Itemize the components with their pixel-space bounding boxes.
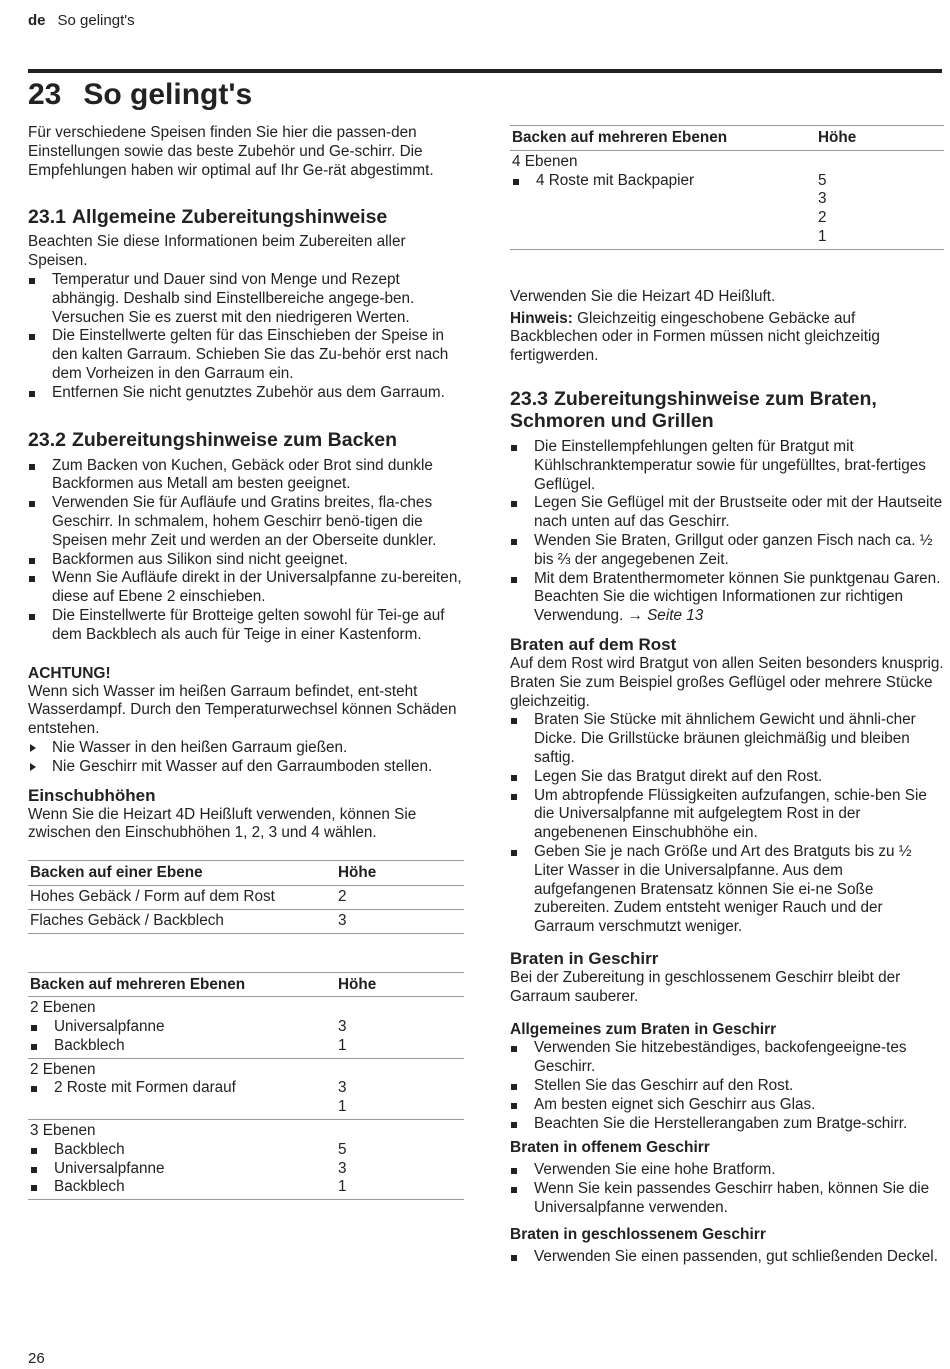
- warning-step: Nie Geschirr mit Wasser auf den Garraumboden stellen.: [28, 758, 464, 777]
- accessory-item: Universalpfanne: [30, 1018, 334, 1037]
- table-cell: [336, 997, 464, 1058]
- list-item: Verwenden Sie eine hohe Bratform.: [510, 1161, 944, 1180]
- table-cell: Flaches Gebäck / Backblech: [28, 909, 336, 933]
- table-row: [28, 997, 464, 1058]
- page-number: 26: [28, 1350, 45, 1367]
- height-value: 5: [338, 1140, 347, 1158]
- open-geschirr-list: [510, 1161, 944, 1217]
- table-row: [28, 1058, 464, 1119]
- section-23-2-title: [28, 429, 464, 451]
- list-item: Legen Sie das Bratgut direkt auf den Rost.: [510, 768, 944, 787]
- hint-text: Gleichzeitig eingeschobene Gebäcke auf Backblechen oder in Formen müssen nicht gleichzeitig fertigwerden.: [510, 309, 880, 365]
- list-item: Backformen aus Silikon sind nicht geeignet.: [28, 551, 464, 570]
- table-cell: [28, 997, 336, 1058]
- warning-step: Nie Wasser in den heißen Garraum gießen.: [28, 739, 464, 758]
- einschub-text: Wenn Sie die Heizart 4D Heißluft verwenden, können Sie zwischen den Einschubhöhen 1, 2, 3 und 4 wählen.: [28, 805, 417, 842]
- level-label: 2 Ebenen: [30, 1060, 96, 1078]
- warning-title: ACHTUNG!: [28, 664, 111, 682]
- table-cell: [28, 1058, 336, 1119]
- list-item: Zum Backen von Kuchen, Gebäck oder Brot sind dunkle Backformen aus Metall am besten geeignet.: [28, 457, 464, 495]
- table-row: [28, 1120, 464, 1200]
- section-number: 23.1: [28, 206, 66, 229]
- chapter-title-text: So gelingt's: [83, 78, 253, 111]
- list-item: Am besten eignet sich Geschirr aus Glas.: [510, 1096, 944, 1115]
- section-23-2-list: [28, 457, 464, 645]
- section-23-1-list: [28, 271, 464, 403]
- running-header: [28, 12, 135, 31]
- section-23-1-title: [28, 206, 464, 228]
- table-cell: 3: [336, 909, 464, 933]
- height-value: 3: [338, 1159, 347, 1177]
- table-header-row: [28, 972, 464, 997]
- accessory-item: 2 Roste mit Formen darauf: [30, 1079, 334, 1098]
- warning-text: Wenn sich Wasser im heißen Garraum befindet, ent-steht Wasserdampf. Durch den Temperaturwechsel können Schäden entstehen.: [28, 682, 457, 738]
- hint-label: Hinweis:: [510, 309, 573, 327]
- table-header-row: [510, 126, 944, 151]
- closed-geschirr-title: Braten in geschlossenem Geschirr: [510, 1225, 766, 1243]
- list-item: Um abtropfende Flüssigkeiten aufzufangen, schie-ben Sie die Universalpfanne mit aufgelegtem Rost in der angebenenen Einschubhöhe ein.: [510, 787, 944, 843]
- list-item: Braten Sie Stücke mit ähnlichem Gewicht und ähnli-cher Dicke. Die Grillstücke bräunen gleichmäßig und bleiben saftig.: [510, 711, 944, 767]
- section-title-text: Zubereitungshinweise zum Braten,: [553, 387, 877, 410]
- height-value: 1: [338, 1036, 347, 1054]
- list-item: Verwenden Sie hitzebeständiges, backofengeeigne-tes Geschirr.: [510, 1039, 944, 1077]
- general-geschirr-title: Allgemeines zum Braten in Geschirr: [510, 1021, 777, 1039]
- accessory-item: Backblech: [30, 1141, 334, 1160]
- list-item: Geben Sie je nach Größe und Art des Bratguts bis zu ½ Liter Wasser in die Universalpfanne. Aus dem aufgefangenen Bratensatz können Sie ei-ne Soße zubereiten. Zudem entsteht weniger Rauch und der Garraum verschmutzt weniger.: [510, 843, 944, 937]
- hint-paragraph: [510, 310, 944, 366]
- accessory-item: Backblech: [30, 1178, 334, 1197]
- warning-steps: [28, 739, 464, 777]
- height-value: 1: [338, 1178, 347, 1196]
- list-item: Stellen Sie das Geschirr auf den Rost.: [510, 1077, 944, 1096]
- level-label: 3 Ebenen: [30, 1122, 96, 1140]
- table-row: [510, 150, 944, 249]
- table-cell: [336, 1058, 464, 1119]
- list-item: Wenn Sie kein passendes Geschirr haben, können Sie die Universalpfanne verwenden.: [510, 1180, 944, 1218]
- closed-geschirr-list: [510, 1248, 944, 1267]
- table-cell: [816, 150, 944, 249]
- list-item: Die Einstellwerte gelten für das Einschieben der Speise in den kalten Garraum. Schieben Sie das Zu-behör erst nach dem Vorheizen in den Garraum ein.: [28, 327, 464, 383]
- section-number: 23.2: [28, 428, 66, 451]
- height-value: 1: [338, 1098, 347, 1116]
- table-row: [28, 909, 464, 933]
- table-cell: Hohes Gebäck / Form auf dem Rost: [28, 885, 336, 909]
- list-item: Wenn Sie Aufläufe direkt in der Universalpfanne zu-bereiten, diese auf Ebene 2 einschieben.: [28, 569, 464, 607]
- height-value: 3: [818, 190, 827, 208]
- list-item: Entfernen Sie nicht genutztes Zubehör aus dem Garraum.: [28, 384, 464, 403]
- section-23-3-title: [510, 388, 944, 432]
- list-item: Verwenden Sie einen passenden, gut schließenden Deckel.: [510, 1248, 944, 1267]
- heizart-note: Verwenden Sie die Heizart 4D Heißluft.: [510, 287, 776, 305]
- height-value: 5: [818, 171, 827, 189]
- height-value: 3: [338, 1018, 347, 1036]
- list-item: Verwenden Sie für Aufläufe und Gratins breites, fla-ches Geschirr. In schmalem, hohem Geschirr benö-tigen die Speisen mehr Zeit und werden an der Oberseite dunkler.: [28, 494, 464, 550]
- table-header-cell: Höhe: [336, 861, 464, 886]
- thermometer-text: Mit dem Bratenthermometer können Sie punktgenau Garen. Beachten Sie die wichtigen Informationen zur richtigen Verwendung.: [534, 569, 941, 625]
- accessory-item: Universalpfanne: [30, 1160, 334, 1179]
- rost-list: [510, 711, 944, 937]
- rost-title: Braten auf dem Rost: [510, 634, 677, 654]
- section-title-text: Schmoren und Grillen: [510, 409, 714, 432]
- table-cell: [28, 1120, 336, 1200]
- level-label: 2 Ebenen: [30, 999, 96, 1017]
- list-item: Wenden Sie Braten, Grillgut oder ganzen Fisch nach ca. ½ bis ⅔ der angegebenen Zeit.: [510, 532, 944, 570]
- list-item: [510, 570, 944, 626]
- section-title-text: Allgemeine Zubereitungshinweise: [71, 206, 388, 229]
- list-item: Legen Sie Geflügel mit der Brustseite oder mit der Hautseite nach unten auf das Geschirr.: [510, 494, 944, 532]
- table-cell: 2: [336, 885, 464, 909]
- height-value: 1: [818, 227, 827, 245]
- list-item: Die Einstellwerte für Brotteige gelten sowohl für Tei-ge auf dem Backblech als auch für Teige in einer Kastenform.: [28, 607, 464, 645]
- list-item: Temperatur und Dauer sind von Menge und Rezept abhängig. Deshalb sind Einstellbereiche angege-ben. Versuchen Sie es zuerst mit den niedrigeren Werten.: [28, 271, 443, 327]
- language-code: de: [28, 12, 46, 29]
- left-column: [28, 124, 464, 1200]
- rost-text: Auf dem Rost wird Bratgut von allen Seiten besonders knusprig. Braten Sie zum Beispiel großes Geflügel oder mehrere Stücke gleichzeitig.: [510, 654, 944, 710]
- level-label: 4 Ebenen: [512, 152, 578, 170]
- section-23-1-lead: Beachten Sie diese Informationen beim Zubereiten aller Speisen.: [28, 233, 406, 270]
- einschub-title: Einschubhöhen: [28, 785, 156, 805]
- table-cell: [336, 1120, 464, 1200]
- table-multi-level: [28, 972, 464, 1201]
- section-23-3-list: [510, 438, 944, 626]
- geschirr-title: Braten in Geschirr: [510, 948, 659, 968]
- accessory-item: 4 Roste mit Backpapier: [512, 172, 814, 191]
- height-value: 3: [338, 1079, 347, 1097]
- general-geschirr-list: [510, 1039, 944, 1133]
- accessory-item: Backblech: [30, 1037, 334, 1056]
- table-four-levels: [510, 125, 944, 250]
- open-geschirr-title: Braten in offenem Geschirr: [510, 1139, 710, 1157]
- table-header-row: [28, 861, 464, 886]
- running-title: So gelingt's: [57, 12, 135, 29]
- table-cell: [510, 150, 816, 249]
- section-number: 23.3: [510, 387, 548, 410]
- table-row: [28, 885, 464, 909]
- table-header-cell: Höhe: [816, 126, 944, 151]
- table-header-cell: Backen auf mehreren Ebenen: [510, 126, 816, 151]
- height-value: 2: [818, 209, 827, 227]
- chapter-title: [28, 77, 252, 113]
- table-header-cell: Backen auf mehreren Ebenen: [28, 972, 336, 997]
- intro-paragraph: Für verschiedene Speisen finden Sie hier die passen-den Einstellungen sowie das beste Zubehör und Ge-schirr. Die Empfehlungen haben wir optimal auf Ihr Ge-rät abgestimmt.: [28, 124, 434, 179]
- table-header-cell: Höhe: [336, 972, 464, 997]
- list-item: Beachten Sie die Herstellerangaben zum Bratge-schirr.: [510, 1115, 944, 1134]
- right-column: [510, 124, 944, 1267]
- geschirr-text: Bei der Zubereitung in geschlossenem Geschirr bleibt der Garraum sauberer.: [510, 968, 901, 1005]
- section-title-text: Zubereitungshinweise zum Backen: [71, 428, 398, 451]
- table-header-cell: Backen auf einer Ebene: [28, 861, 336, 886]
- table-single-level: [28, 860, 464, 933]
- list-item: Die Einstellempfehlungen gelten für Bratgut mit Kühlschranktemperatur sowie für ungefülltes, brat-fertiges Geflügel.: [510, 438, 944, 494]
- header-rule: [28, 69, 942, 73]
- chapter-number: 23: [28, 78, 62, 111]
- page-link[interactable]: → Seite 13: [627, 607, 704, 625]
